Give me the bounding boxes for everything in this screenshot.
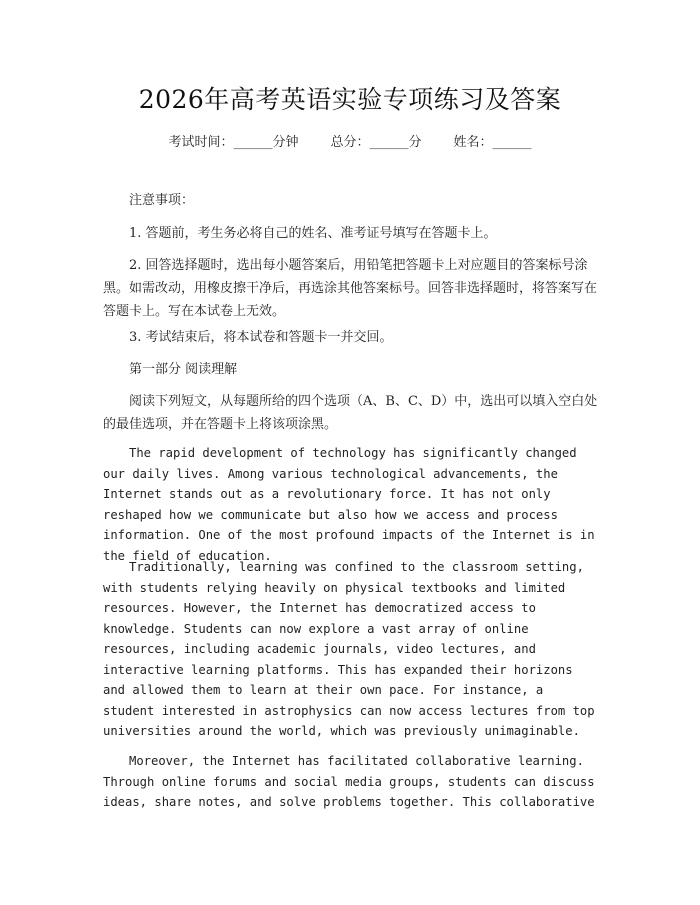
document-title: 2026年高考英语实验专项练习及答案 [138, 85, 562, 114]
passage-paragraph-1: The rapid development of technology has significantly changed our daily lives. Among various technological advancements, the Internet stands out as a revolutionary force. It has not only reshaped how we communicate but also how we access and process information. One of the most profound impacts of the Internet is in the field of education. [103, 446, 595, 563]
notice-item-3: 3. 考试结束后，将本试卷和答题卡一并交回。 [129, 330, 393, 345]
section-instruction: 阅读下列短文，从每题所给的四个选项（A、B、C、D）中，选出可以填入空白处的最佳选项，并在答题卡上将该项涂黑。 [103, 394, 598, 432]
exam-time-field: 考试时间：______分钟 [168, 135, 299, 150]
total-score-field: 总分：______分 [330, 135, 422, 150]
exam-info-line [0, 131, 700, 150]
student-name-field: 姓名：______ [453, 135, 532, 150]
passage-paragraph-3: Moreover, the Internet has facilitated collaborative learning. Through online forums and social media groups, students can discuss ideas, share notes, and solve problems together. This collaborative [103, 754, 595, 809]
notice-item-2: 2. 回答选择题时，选出每小题答案后，用铅笔把答题卡上对应题目的答案标号涂黑。如需改动，用橡皮擦干净后，再选涂其他答案标号。回答非选择题时，将答案写在答题卡上。写在本试卷上无效。 [103, 258, 598, 319]
section-heading: 第一部分 阅读理解 [129, 362, 238, 377]
notice-item-1: 1. 答题前，考生务必将自己的姓名、准考证号填写在答题卡上。 [129, 226, 497, 241]
passage-paragraph-2: Traditionally, learning was confined to the classroom setting, with students relying heavily on physical textbooks and limited resources. However, the Internet has democratized access to knowledge. Students can now explore a vast array of online resources, including academic journals, video lectures, and interactive learning platforms. This has expanded their horizons and allowed them to learn at their own pace. For instance, a student interested in astrophysics can now access lectures from top universities around the world, which was previously unimaginable. [103, 560, 595, 738]
notice-heading: 注意事项： [129, 193, 195, 208]
